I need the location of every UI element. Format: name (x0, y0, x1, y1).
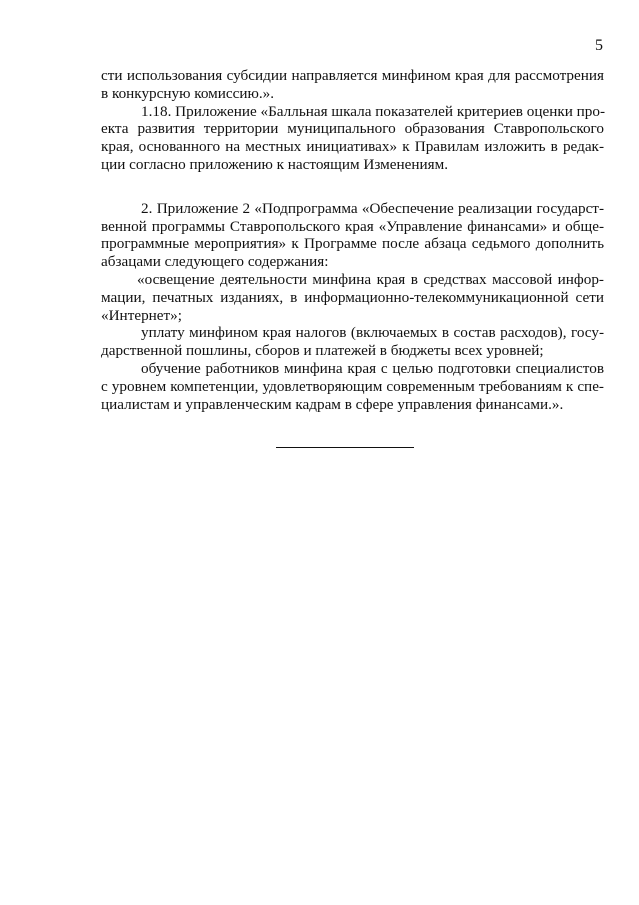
closing-divider-line (276, 447, 414, 448)
text-line: ции согласно приложению к настоящим Изменениям. (101, 155, 448, 173)
text-line: программные мероприятия» к Программе после абзаца седьмого дополнить (101, 235, 604, 253)
text-line: с уровнем компетенции, удовлетворяющим современным требованиям к спе- (101, 377, 604, 395)
text-line: в конкурсную комиссию.». (101, 84, 275, 102)
text-line: обучение работников минфина края с целью подготовки специалистов (141, 359, 604, 377)
paragraph-gap (101, 174, 604, 200)
text-line: сти использования субсидии направляется минфином края для рассмотрения (101, 67, 604, 84)
paragraph-continuation (101, 67, 604, 103)
text-line: дарственной пошлины, сборов и платежей в бюджеты всех уровней; (101, 342, 544, 360)
text-line: «освещение деятельности минфина края в средствах массовой инфор- (137, 270, 604, 288)
text-line: абзацами следующего содержания: (101, 253, 329, 271)
text-line: венной программы Ставропольского края «Управление финансами» и обще- (101, 217, 604, 235)
text-line: 2. Приложение 2 «Подпрограмма «Обеспечение реализации государст- (141, 199, 604, 217)
paragraph-media-coverage (101, 271, 604, 324)
text-line: мации, печатных изданиях, в информационно-телекоммуникационной сети (101, 288, 604, 306)
text-line: 1.18. Приложение «Балльная шкала показателей критериев оценки про- (141, 102, 605, 120)
paragraph-item-1-18 (101, 103, 604, 174)
paragraph-tax-payment (101, 324, 604, 360)
page-number: 5 (595, 37, 603, 54)
text-line: циалистам и управленческим кадрам в сфере управления финансами.». (101, 395, 564, 413)
text-line: «Интернет»; (101, 306, 182, 324)
paragraph-item-2 (101, 200, 604, 271)
text-line: края, основанного на местных инициативах» к Правилам изложить в редак- (101, 138, 604, 156)
paragraph-staff-training (101, 360, 604, 413)
text-line: екта развития территории муниципального образования Ставропольского (101, 120, 604, 138)
document-body (101, 67, 604, 413)
text-line: уплату минфином края налогов (включаемых в состав расходов), госу- (141, 324, 604, 342)
